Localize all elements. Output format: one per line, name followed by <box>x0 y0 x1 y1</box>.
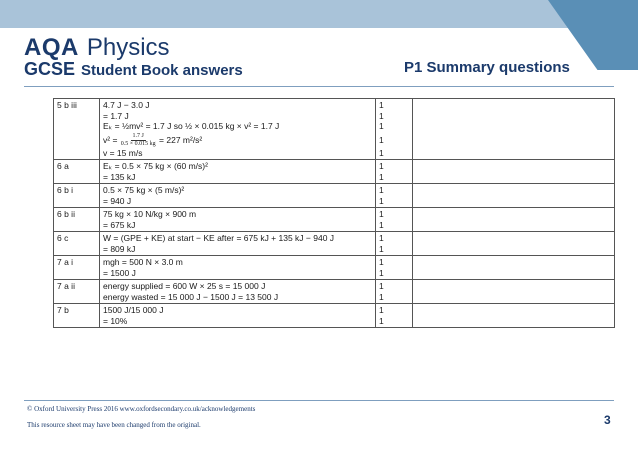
answer-line: = 135 kJ <box>103 171 136 182</box>
answer-line: v = 15 m/s <box>103 147 143 158</box>
answer-line: W = (GPE + KE) at start − KE after = 675 kJ + 135 kJ − 940 J <box>103 233 335 244</box>
mark-value: 1 <box>379 171 384 182</box>
copyright-text: © Oxford University Press 2016 www.oxfordsecondary.co.uk/acknowledgements <box>27 405 256 413</box>
answer-line: 0.5 × 75 kg × (5 m/s)² <box>103 185 185 196</box>
aqa-logo-text: AQA <box>24 34 79 61</box>
question-cell: 7 b <box>54 304 100 328</box>
question-cell: 6 b ii <box>54 208 100 232</box>
question-cell: 6 c <box>54 232 100 256</box>
marks-cell <box>376 208 413 232</box>
answer-line <box>103 132 372 148</box>
question-cell: 6 a <box>54 160 100 184</box>
page-number: 3 <box>604 413 611 427</box>
answer-line: = 10% <box>103 315 128 326</box>
table-row <box>54 99 615 160</box>
marks-cell <box>376 99 413 160</box>
answer-line-text: v² = <box>103 134 120 145</box>
table-row <box>54 232 615 256</box>
marks-cell <box>376 184 413 208</box>
mark-value: 1 <box>379 281 384 292</box>
mark-value: 1 <box>379 121 384 131</box>
marks-cell <box>376 160 413 184</box>
answer-cell <box>100 160 376 184</box>
answers-table <box>53 98 615 328</box>
marks-cell <box>376 232 413 256</box>
mark-value: 1 <box>379 315 384 326</box>
physics-logo-text: Physics <box>86 34 170 61</box>
guidance-cell <box>413 256 615 280</box>
mark-value: 1 <box>379 161 384 172</box>
answers-table-body <box>54 99 615 328</box>
answer-cell <box>100 184 376 208</box>
answer-cell <box>100 232 376 256</box>
answer-line: = 1.7 J <box>103 110 129 121</box>
table-row <box>54 304 615 328</box>
answer-line: energy supplied = 600 W × 25 s = 15 000 J <box>103 281 266 292</box>
guidance-cell <box>413 232 615 256</box>
mark-value: 1 <box>379 185 384 196</box>
marks-cell <box>376 280 413 304</box>
fraction-result: = 227 m²/s² <box>156 134 203 145</box>
resource-note: This resource sheet may have been changed from the original. <box>27 421 201 429</box>
footer-divider <box>24 400 614 401</box>
fraction-numerator: 1.7 J <box>132 132 144 139</box>
table-row <box>54 280 615 304</box>
marks-cell <box>376 256 413 280</box>
mark-value: 1 <box>379 305 384 316</box>
answer-cell <box>100 208 376 232</box>
answer-line: 4.7 J − 3.0 J <box>103 100 150 110</box>
mark-value: 1 <box>379 110 384 121</box>
question-cell: 7 a ii <box>54 280 100 304</box>
mark-value: 1 <box>379 134 384 145</box>
answer-line: = 940 J <box>103 195 132 206</box>
guidance-cell <box>413 160 615 184</box>
marks-cell <box>376 304 413 328</box>
mark-value: 1 <box>379 209 384 220</box>
answer-line: energy wasted = 15 000 J − 1500 J = 13 500 J <box>103 291 279 302</box>
header-divider <box>24 86 614 87</box>
answer-line: Eₖ = ½mv² = 1.7 J so ½ × 0.015 kg × v² = 1.7 J <box>103 121 280 131</box>
answer-line: mgh = 500 N × 3.0 m <box>103 257 183 268</box>
mark-value: 1 <box>379 267 384 278</box>
mark-value: 1 <box>379 100 384 110</box>
aqa-physics-logo <box>24 34 243 80</box>
fraction <box>121 133 156 148</box>
gcse-logo-text: GCSE <box>24 59 76 79</box>
answer-line: = 1500 J <box>103 267 136 278</box>
answer-cell <box>100 99 376 160</box>
table-row <box>54 184 615 208</box>
answer-line: = 675 kJ <box>103 219 136 230</box>
guidance-cell <box>413 99 615 160</box>
mark-value: 1 <box>379 219 384 230</box>
table-row <box>54 160 615 184</box>
answer-cell <box>100 256 376 280</box>
guidance-cell <box>413 280 615 304</box>
question-cell: 5 b iii <box>54 99 100 160</box>
table-row <box>54 256 615 280</box>
mark-value: 1 <box>379 195 384 206</box>
answer-line: 75 kg × 10 N/kg × 900 m <box>103 209 197 220</box>
mark-value: 1 <box>379 243 384 254</box>
guidance-cell <box>413 184 615 208</box>
guidance-cell <box>413 304 615 328</box>
question-cell: 6 b i <box>54 184 100 208</box>
question-cell: 7 a i <box>54 256 100 280</box>
document-subtitle: Student Book answers <box>81 62 243 79</box>
answer-line: Eₖ = 0.5 × 75 kg × (60 m/s)² <box>103 161 208 172</box>
fraction-denominator: 0.5 × 0.015 kg <box>120 140 156 147</box>
section-title: P1 Summary questions <box>404 59 570 76</box>
mark-value: 1 <box>379 257 384 268</box>
mark-value: 1 <box>379 291 384 302</box>
answer-line: 1500 J/15 000 J <box>103 305 164 316</box>
table-row <box>54 208 615 232</box>
answer-line: = 809 kJ <box>103 243 136 254</box>
answer-cell <box>100 304 376 328</box>
mark-value: 1 <box>379 233 384 244</box>
guidance-cell <box>413 208 615 232</box>
header-band <box>0 0 638 28</box>
answer-cell <box>100 280 376 304</box>
mark-value: 1 <box>379 147 384 158</box>
